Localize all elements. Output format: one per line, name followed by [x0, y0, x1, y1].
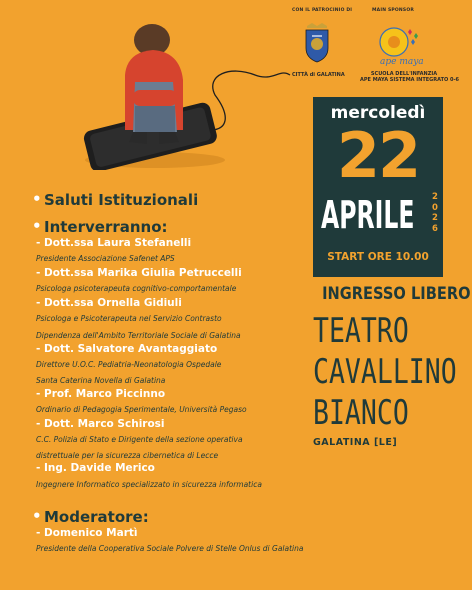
free-entry-label: INGRESSO LIBERO: [322, 284, 471, 304]
speaker-name: - Dott.ssa Marika Giulia Petruccelli: [36, 267, 242, 279]
speaker-role: Psicologa e Psicoterapeuta nel Servizio Contrasto: [36, 314, 222, 323]
patronage-name: CITTÀ di GALATINA: [292, 72, 345, 78]
child-figure: [125, 24, 183, 144]
event-year: [431, 192, 439, 234]
moderator-heading: Moderatore:: [44, 508, 149, 526]
speaker-name: - Prof. Marco Piccinno: [36, 388, 166, 400]
event-start-time: START ORE 10.00: [327, 251, 429, 263]
event-month: APRILE: [321, 193, 415, 237]
greetings-heading: Saluti Istituzionali: [44, 191, 199, 209]
bullet-icon: •: [32, 190, 42, 208]
ape-maya-logo: [378, 26, 424, 66]
speakers-heading: Interverranno:: [44, 218, 168, 236]
event-day: 22: [336, 119, 420, 192]
patronage-caption: CON IL PATROCINIO DI: [292, 8, 353, 13]
venue-line-2: CAVALLINO: [313, 352, 457, 392]
venue-line-1: TEATRO: [313, 311, 409, 351]
galatina-coat-of-arms-logo: [302, 22, 332, 64]
moderator-role: Presidente della Cooperativa Sociale Polvere di Stelle Onlus di Galatina: [36, 544, 304, 553]
year-digit: 2: [432, 192, 438, 202]
venue-city: GALATINA [LE]: [313, 437, 398, 448]
speaker-role: distrettuale per la sicurezza cibernetica di Lecce: [36, 451, 219, 460]
speaker-name: - Dott.ssa Laura Stefanelli: [36, 237, 192, 249]
speaker-role: Ordinario di Pedagogia Sperimentale, Università Pegaso: [36, 405, 247, 414]
child-on-phone-illustration: [55, 20, 295, 170]
speaker-role: Santa Caterina Novella di Galatina: [36, 376, 166, 385]
speaker-role: Ingegnere Informatico specializzato in sicurezza informatica: [36, 480, 262, 489]
bullet-icon: •: [32, 507, 42, 525]
main-sponsor-caption: MAIN SPONSOR: [372, 8, 415, 13]
year-digit: 0: [432, 202, 438, 213]
sponsor-name-line1: SCUOLA DELL'INFANZIA: [370, 71, 438, 77]
ape-maya-logo-text: ape maya: [380, 57, 424, 66]
venue-line-3: BIANCO: [313, 393, 409, 433]
speaker-role: C.C. Polizia di Stato e Dirigente della sezione operativa: [36, 435, 243, 444]
bullet-icon: •: [32, 217, 42, 235]
year-digit: 6: [432, 223, 438, 234]
speaker-role: Dipendenza dell'Ambito Territoriale Sociale di Galatina: [36, 331, 241, 340]
speaker-role: Psicologa psicoterapeuta cognitivo-comportamentale: [36, 284, 237, 293]
speaker-name: - Dott. Salvatore Avantaggiato: [36, 343, 218, 355]
moderator-name: - Domenico Martì: [36, 527, 138, 539]
year-digit: 2: [432, 213, 438, 223]
speaker-name: - Ing. Davide Merico: [36, 462, 155, 474]
speaker-name: - Dott. Marco Schirosi: [36, 418, 165, 430]
sponsor-name-line2: APE MAYA SISTEMA INTEGRATO 0-6: [360, 77, 460, 83]
speaker-role: Direttore U.O.C. Pediatria-Neonatologia Ospedale: [36, 360, 222, 369]
phone-cable: [205, 71, 290, 130]
speaker-role: Presidente Associazione Safenet APS: [36, 254, 175, 263]
speaker-name: - Dott.ssa Ornella Gidiuli: [36, 297, 182, 309]
date-box: [313, 97, 443, 277]
event-weekday: mercoledì: [330, 103, 426, 123]
